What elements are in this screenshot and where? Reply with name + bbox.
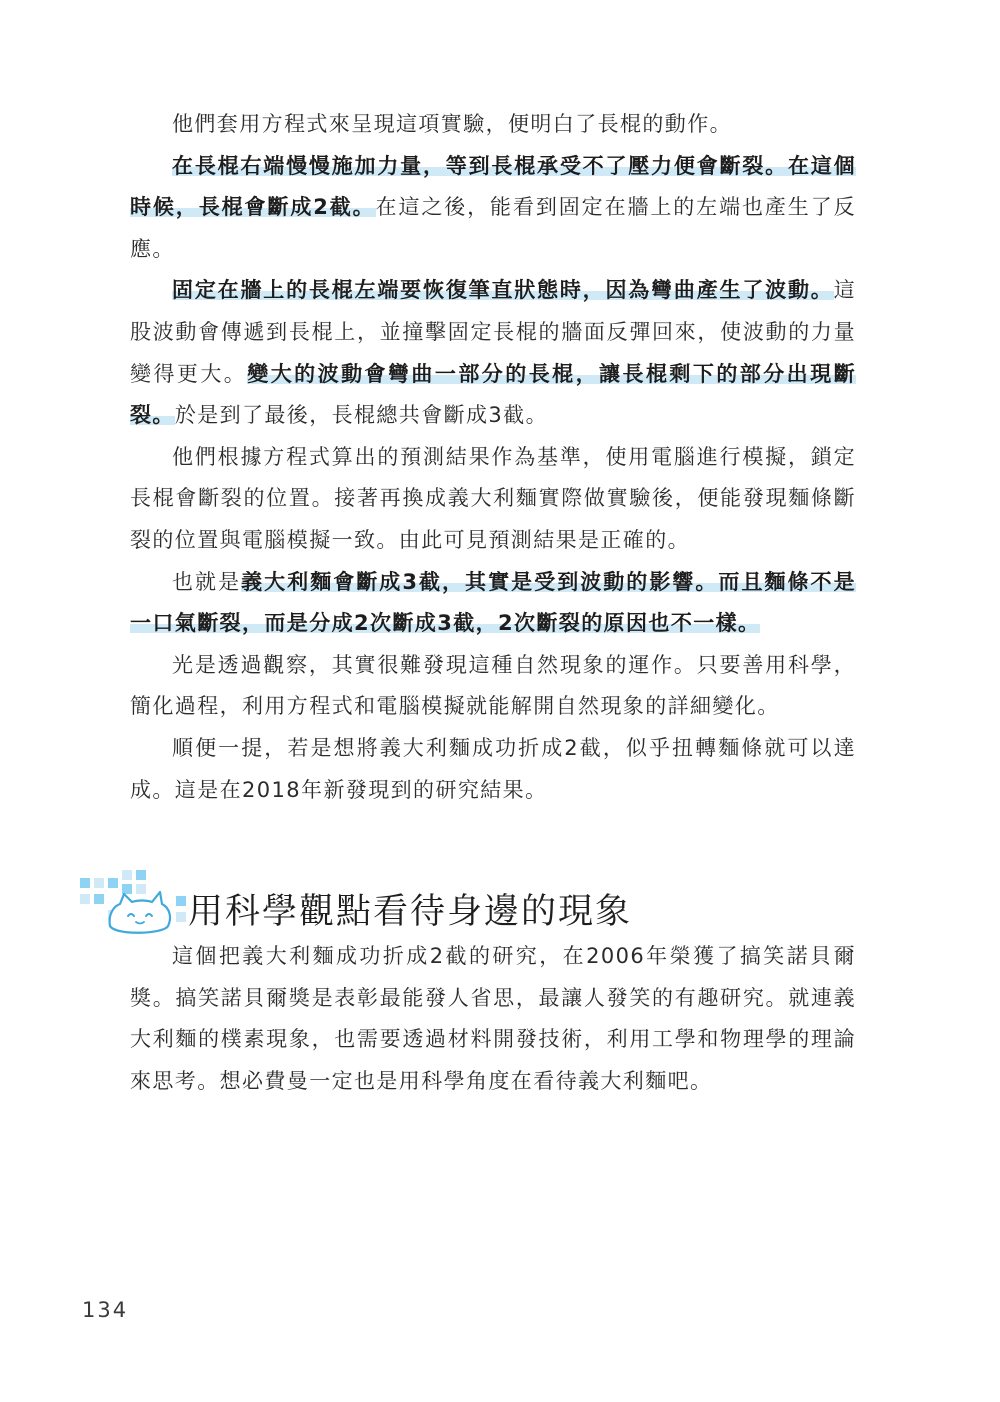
highlighted-text: 變大的波動會彎曲一部分的長棍，讓長棍剩下的部分出現斷裂。 [130, 361, 856, 428]
body-text: 順便一提，若是想將義大利麵成功折成2截，似乎扭轉麵條就可以達成。這是在2018年新發現到的研究結果。 [130, 735, 856, 802]
body-text: 他們套用方程式來呈現這項實驗，便明白了長棍的動作。 [172, 112, 732, 136]
body-text: 這股波動會傳遞到長棍上，並撞擊固定長棍的牆面反彈回來，使波動的力量變得更大。 [130, 278, 856, 386]
section-header [80, 870, 640, 940]
paragraph [130, 146, 856, 271]
paragraph [130, 104, 856, 146]
page-number: 134 [82, 1298, 129, 1322]
paragraph [130, 270, 856, 436]
paragraph [130, 936, 856, 1102]
body-text: 也就是 [172, 569, 242, 594]
body-text-upper [130, 104, 856, 811]
paragraph [130, 437, 856, 562]
highlighted-text: 義大利麵會斷成3截，其實是受到波動的影響。而且麵條不是一口氣斷裂，而是分成2次斷成3截，2次斷裂的原因也不一樣。 [130, 569, 856, 636]
cat-face-icon [80, 870, 190, 940]
body-text: 他們根據方程式算出的預測結果作為基準，使用電腦進行模擬，鎖定長棍會斷裂的位置。接著再換成義大利麵實際做實驗後，便能發現麵條斷裂的位置與電腦模擬一致。由此可見預測結果是正確的。 [130, 444, 856, 552]
body-text: 於是到了最後，長棍總共會斷成3截。 [174, 403, 548, 428]
paragraph [130, 728, 856, 811]
paragraph [130, 562, 856, 645]
section-title: 用科學觀點看待身邊的現象 [188, 892, 633, 932]
paragraph [130, 645, 856, 728]
body-text: 光是透過觀察，其實很難發現這種自然現象的運作。只要善用科學，簡化過程，利用方程式和電腦模擬就能解開自然現象的詳細變化。 [130, 652, 856, 719]
highlighted-text: 固定在牆上的長棍左端要恢復筆直狀態時，因為彎曲產生了波動。 [172, 278, 834, 303]
body-text-lower [130, 936, 856, 1102]
body-text: 在這之後，能看到固定在牆上的左端也產生了反應。 [130, 195, 856, 261]
highlighted-text: 在長棍右端慢慢施加力量，等到長棍承受不了壓力便會斷裂。在這個時候，長棍會斷成2截。 [130, 153, 856, 220]
body-text: 這個把義大利麵成功折成2截的研究，在2006年榮獲了搞笑諾貝爾獎。搞笑諾貝爾獎是表彰最能發人省思，最讓人發笑的有趣研究。就連義大利麵的樸素現象，也需要透過材料開發技術，利用工學和物理學的理論來思考。想必費曼一定也是用科學角度在看待義大利麵吧。 [130, 944, 856, 1093]
